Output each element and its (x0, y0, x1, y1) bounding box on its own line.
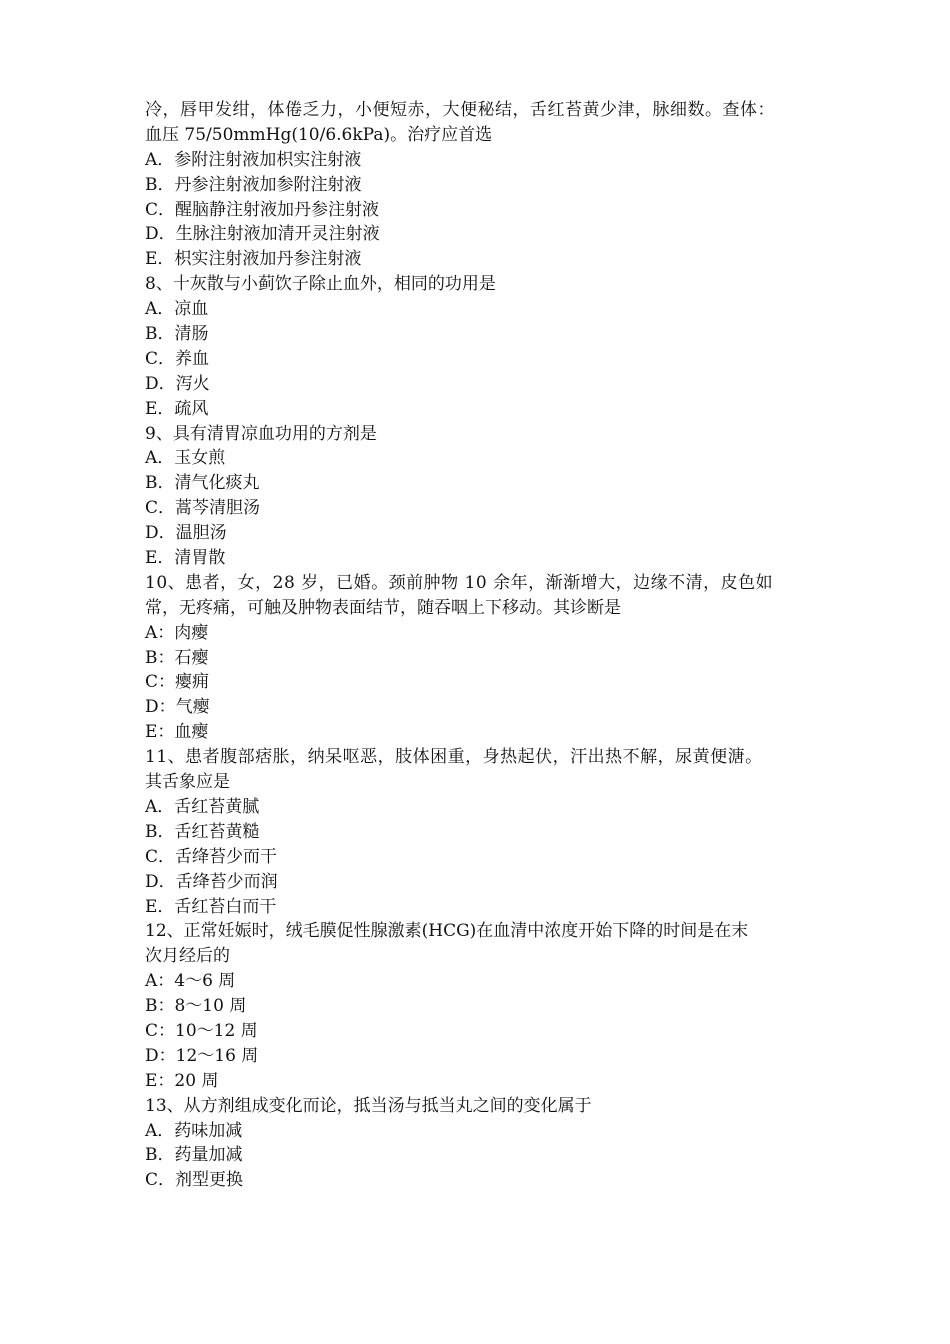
answer-option: B．清气化痰丸 (145, 473, 260, 494)
question-13: 13、从方剂组成变化而论，抵当汤与抵当丸之间的变化属于 (145, 1095, 592, 1116)
answer-option: D．泻火 (145, 373, 210, 394)
answer-option: A．参附注射液加枳实注射液 (145, 149, 362, 170)
answer-option: C．醒脑静注射液加丹参注射液 (145, 199, 380, 220)
answer-option: B．丹参注射液加参附注射液 (145, 174, 362, 195)
answer-option: B．药量加减 (145, 1145, 243, 1166)
answer-option: E．疏风 (145, 398, 209, 419)
answer-option: B．舌红苔黄糙 (145, 821, 260, 842)
answer-option: A．舌红苔黄腻 (145, 796, 260, 817)
answer-option: D．温胆汤 (145, 523, 227, 544)
answer-option: A．凉血 (145, 299, 209, 320)
answer-option: C．舌绛苔少而干 (145, 846, 278, 867)
answer-option: C：瘿痈 (145, 672, 210, 693)
answer-option: C．养血 (145, 348, 210, 369)
answer-option: E：20 周 (145, 1070, 219, 1091)
answer-option: D：12～16 周 (145, 1045, 259, 1066)
answer-option: C．蒿芩清胆汤 (145, 498, 261, 519)
answer-option: B：8～10 周 (145, 996, 247, 1017)
question-12: 12、正常妊娠时，绒毛膜促性腺激素(HCG)在血清中浓度开始下降的时间是在末 (145, 921, 749, 942)
answer-option: B．清肠 (145, 324, 209, 345)
question-9: 9、具有清胃凉血功用的方剂是 (145, 423, 377, 444)
answer-option: B：石瘿 (145, 647, 209, 668)
question-12-continued: 次月经后的 (145, 946, 230, 967)
text-line: 血压 75/50mmHg(10/6.6kPa)。治疗应首选 (145, 124, 493, 145)
answer-option: A．玉女煎 (145, 448, 226, 469)
question-8: 8、十灰散与小蓟饮子除止血外，相同的功用是 (145, 274, 496, 295)
answer-option: D．舌绛苔少而润 (145, 871, 278, 892)
answer-option: E：血瘿 (145, 722, 209, 743)
answer-option: A．药味加减 (145, 1120, 243, 1141)
document-page (145, 98, 815, 1193)
answer-option: D．生脉注射液加清开灵注射液 (145, 224, 380, 245)
question-11: 11、患者腹部痞胀，纳呆呕恶，肢体困重，身热起伏，汗出热不解，尿黄便溏。 (145, 747, 763, 768)
answer-option: D：气瘿 (145, 697, 210, 718)
text-line: 冷，唇甲发绀，体倦乏力，小便短赤，大便秘结，舌红苔黄少津，脉细数。查体： (145, 100, 775, 120)
answer-option: E．舌红苔白而干 (145, 896, 277, 917)
question-11-continued: 其舌象应是 (145, 772, 230, 793)
answer-option: C：10～12 周 (145, 1020, 258, 1041)
question-10-continued: 常，无疼痛，可触及肿物表面结节，随吞咽上下移动。其诊断是 (145, 597, 621, 618)
answer-option: A：肉瘿 (145, 622, 209, 643)
question-10: 10、患者，女，28 岁，已婚。颈前肿物 10 余年，渐渐增大，边缘不清，皮色如 (145, 572, 774, 593)
answer-option: C．剂型更换 (145, 1170, 244, 1191)
answer-option: A：4～6 周 (145, 971, 236, 992)
answer-option: E．枳实注射液加丹参注射液 (145, 249, 362, 270)
answer-option: E．清胃散 (145, 548, 226, 569)
